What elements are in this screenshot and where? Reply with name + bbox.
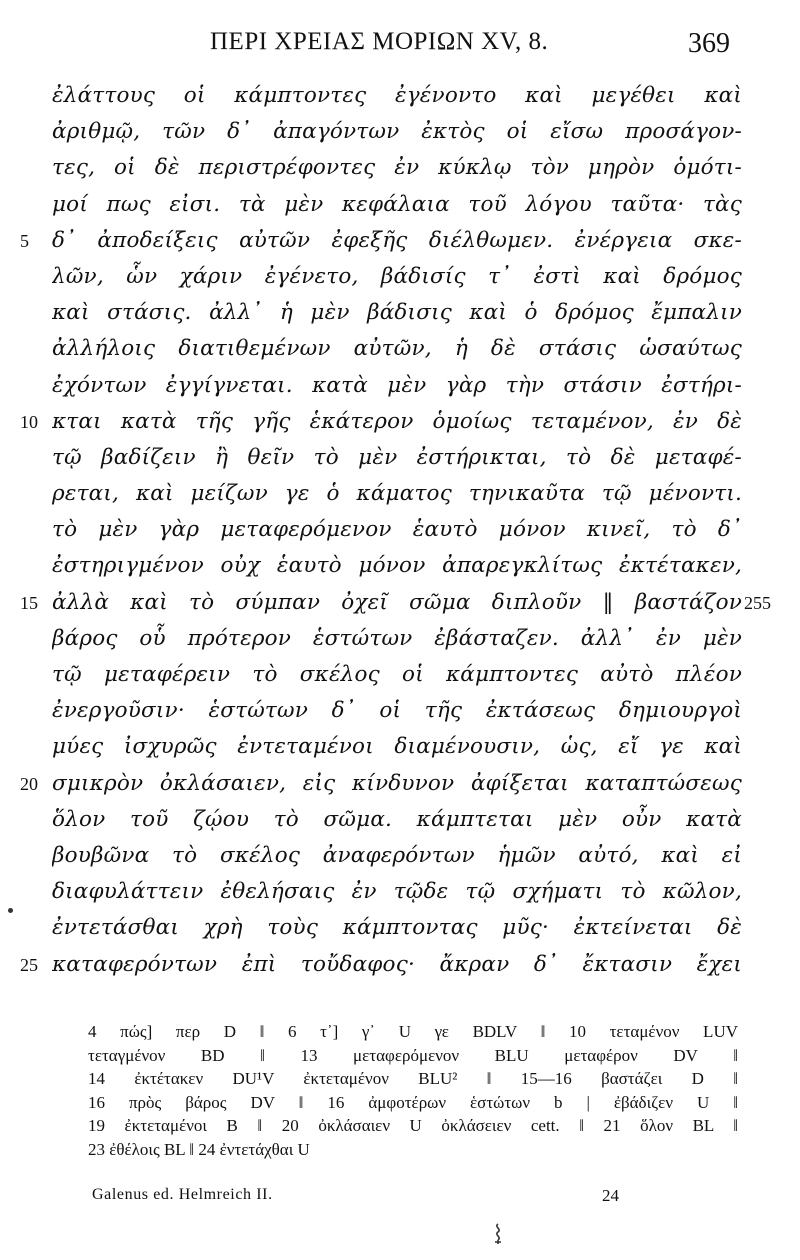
apparatus-text: 4 πώς] περ D ‖ 6 τ᾽] γ᾽ U γε BDLV ‖ 10 τεταμένον LUV xyxy=(88,1022,738,1041)
line-text: καταφερόντων ἐπὶ τοὔδαφος· ἄκραν δ᾽ ἔκτασιν ἔχει xyxy=(52,951,742,977)
text-line xyxy=(0,368,800,404)
text-line xyxy=(0,802,800,838)
line-text: μύες ἰσχυρῶς ἐντεταμένοι διαμένουσιν, ὡς, εἴ γε καὶ xyxy=(52,734,742,760)
text-line xyxy=(0,404,800,440)
line-text: βουβῶνα τὸ σκέλος ἀναφερόντων ἡμῶν αὐτό, καὶ εἰ xyxy=(52,842,742,868)
apparatus-line xyxy=(0,1114,800,1138)
critical-apparatus xyxy=(0,1020,800,1161)
apparatus-line xyxy=(0,1067,800,1091)
line-text: τῷ μεταφέρειν τὸ σκέλος οἱ κάμπτοντες αὐτὸ πλέον xyxy=(52,662,742,687)
line-text: ἐντετάσθαι χρὴ τοὺς κάμπτοντας μῦς· ἐκτείνεται δὲ xyxy=(52,915,742,941)
line-text: δ᾽ ἀποδείξεις αὐτῶν ἐφεξῆς διέλθωμεν. ἐνέργεια σκε- xyxy=(52,227,742,253)
margin-page-reference: 255 xyxy=(744,592,771,613)
text-line xyxy=(0,838,800,874)
print-speck-icon xyxy=(8,908,13,913)
line-number: 15 xyxy=(20,592,38,613)
text-line xyxy=(0,766,800,802)
text-line xyxy=(0,910,800,946)
text-line xyxy=(0,621,800,657)
signature-line: Galenus ed. Helmreich II. xyxy=(92,1186,273,1203)
main-text-block xyxy=(0,78,800,983)
line-text: τες, οἱ δὲ περιστρέφοντες ἐν κύκλῳ τὸν μηρὸν ὁμότι- xyxy=(52,155,742,181)
text-line xyxy=(0,78,800,114)
text-line xyxy=(0,947,800,983)
text-line xyxy=(0,693,800,729)
line-number: 10 xyxy=(20,411,38,432)
line-text: ρεται, καὶ μείζων γε ὁ κάματος τηνικαῦτα τῷ μένοντι. xyxy=(52,481,742,507)
signature-mark: 24 xyxy=(602,1186,619,1205)
page-header xyxy=(60,28,730,68)
text-line xyxy=(0,729,800,765)
text-line xyxy=(0,259,800,295)
line-text: ἐνεργοῦσιν· ἑστώτων δ᾽ οἱ τῆς ἐκτάσεως δημιουργοὶ xyxy=(52,698,742,724)
running-title: ΠΕΡΙ ΧΡΕΙΑΣ ΜΟΡΙΩΝ XV, 8. xyxy=(210,28,549,55)
line-text: καὶ στάσις. ἀλλ᾽ ἡ μὲν βάδισις καὶ ὁ δρόμος ἔμπαλιν xyxy=(52,300,742,326)
text-line xyxy=(0,331,800,367)
apparatus-text: 14 ἐκτέτακεν DU¹V ἐκτεταμένον BLU² ‖ 15—16 βαστάζει D ‖ xyxy=(88,1069,738,1088)
apparatus-text: 16 πρὸς βάρος DV ‖ 16 ἀμφοτέρων ἑστώτων b | ἐβάδιζεν U ‖ xyxy=(88,1092,738,1112)
line-text: κται κατὰ τῆς γῆς ἑκάτερον ὁμοίως τεταμένον, ἐν δὲ xyxy=(52,408,742,434)
text-line xyxy=(0,512,800,548)
line-text: σμικρὸν ὀκλάσαιεν, εἰς κίνδυνον ἀφίξεται καταπτώσεως xyxy=(52,770,742,796)
line-text: ἐστηριγμένον οὐχ ἑαυτὸ μόνον ἀπαρεγκλίτως ἐκτέτακεν, xyxy=(52,553,742,579)
line-number: 5 xyxy=(20,230,29,251)
page-footer xyxy=(92,1186,712,1216)
line-text: ὅλον τοῦ ζῴου τὸ σῶμα. κάμπτεται μὲν οὖν κατὰ xyxy=(52,806,742,832)
line-text: τῷ βαδίζειν ἢ θεῖν τὸ μὲν ἐστήρικται, τὸ δὲ μεταφέ- xyxy=(52,444,742,470)
line-text: ἀλλὰ καὶ τὸ σύμπαν ὀχεῖ σῶμα διπλοῦν ‖ βαστάζον xyxy=(52,589,742,615)
text-line xyxy=(0,874,800,910)
line-text: ἀλλήλοις διατιθεμένων αὐτῶν, ἡ δὲ στάσις ὡσαύτως xyxy=(52,336,742,362)
line-text: ἐλάττους οἱ κάμπτοντες ἐγένοντο καὶ μεγέθει καὶ xyxy=(52,83,742,108)
line-text: λῶν, ὧν χάριν ἐγένετο, βάδισίς τ᾽ ἐστὶ καὶ δρόμος xyxy=(52,263,742,289)
apparatus-text: 19 ἐκτεταμένοι B ‖ 20 ὀκλάσαιεν U ὀκλάσειεν cett. ‖ 21 ὅλον BL ‖ xyxy=(88,1116,738,1135)
line-number: 25 xyxy=(20,954,38,975)
line-text: διαφυλάττειν ἐθελήσαις ἐν τῷδε τῷ σχήματι τὸ κῶλον, xyxy=(52,879,742,905)
line-text: τὸ μὲν γὰρ μεταφερόμενον ἑαυτὸ μόνον κινεῖ, τὸ δ᾽ xyxy=(52,517,742,543)
text-line xyxy=(0,585,800,621)
apparatus-text: τεταγμένον BD ‖ 13 μεταφερόμενον BLU μεταφέρον DV ‖ xyxy=(88,1045,738,1065)
apparatus-text: 23 ἐθέλοις BL ‖ 24 ἐντετάχθαι U xyxy=(88,1139,310,1159)
apparatus-line xyxy=(0,1091,800,1115)
printer-ornament-icon xyxy=(490,1223,506,1245)
text-line xyxy=(0,114,800,150)
apparatus-line xyxy=(0,1138,800,1162)
text-line xyxy=(0,295,800,331)
line-text: ἐχόντων ἐγγίγνεται. κατὰ μὲν γὰρ τὴν στάσιν ἐστήρι- xyxy=(52,372,742,398)
text-line xyxy=(0,476,800,512)
text-line xyxy=(0,657,800,693)
line-number: 20 xyxy=(20,773,38,794)
text-line xyxy=(0,150,800,186)
line-text: μοί πως εἰσι. τὰ μὲν κεφάλαια τοῦ λόγου ταῦτα· τὰς xyxy=(52,191,742,217)
line-text: ἀριθμῷ, τῶν δ᾽ ἀπαγόντων ἐκτὸς οἱ εἴσω προσάγον- xyxy=(52,119,742,145)
line-text: βάρος οὗ πρότερον ἑστώτων ἐβάσταζεν. ἀλλ᾽ ἐν μὲν xyxy=(52,625,742,651)
text-line xyxy=(0,440,800,476)
page-number: 369 xyxy=(688,28,730,59)
apparatus-line xyxy=(0,1044,800,1068)
text-line xyxy=(0,187,800,223)
apparatus-line xyxy=(0,1020,800,1044)
text-line xyxy=(0,223,800,259)
text-line xyxy=(0,548,800,584)
